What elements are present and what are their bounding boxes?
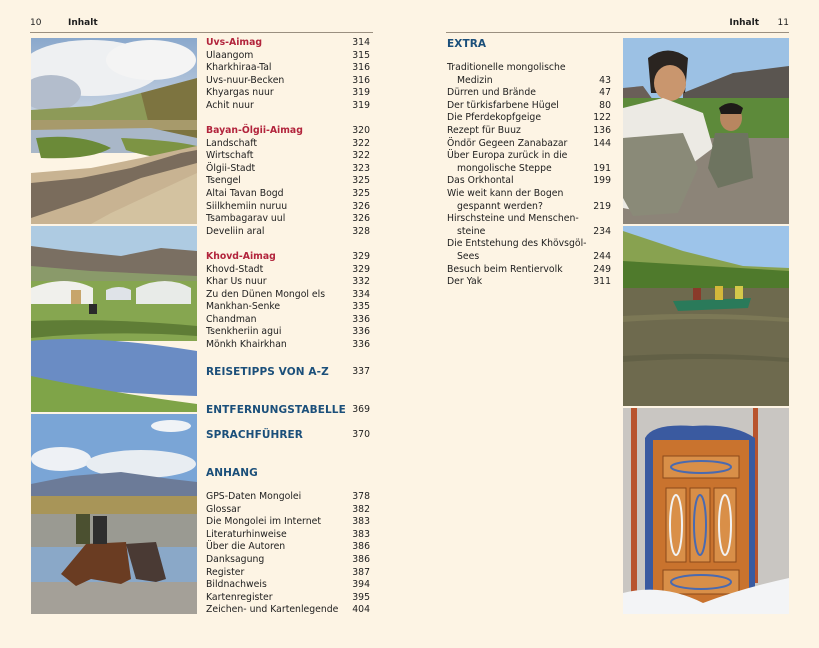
page-number: 387 [352,566,370,578]
section-title: REISETIPPS VON A-Z [206,366,329,378]
toc-entry[interactable] [206,150,370,163]
toc-entry[interactable] [206,188,370,201]
painted-yurt-door-photo [623,408,789,614]
toc-entry[interactable] [447,87,611,100]
section-title: ENTFERNUNGSTABELLE [206,404,346,416]
page-number: 325 [352,188,370,200]
toc-region-row[interactable] [206,251,370,264]
region-title: Bayan-Ölgii-Aimag [206,125,303,137]
spacer [206,238,370,251]
page-number: 326 [352,213,370,225]
toc-entry[interactable] [206,579,370,592]
right-header-title: Inhalt [729,18,759,28]
entry-label: Das Orkhontal [447,175,514,187]
toc-entry[interactable] [206,226,370,239]
entry-label-line1: Die Entstehung des Khövsgöl- [447,238,587,250]
page-number: 332 [352,276,370,288]
page-number: 336 [352,313,370,325]
page-number: 314 [352,37,370,48]
entry-label: Dürren und Brände [447,87,536,99]
toc-entry[interactable] [206,100,370,113]
toc-entry[interactable] [206,62,370,75]
toc-entry[interactable] [447,138,611,151]
page-number: 199 [593,175,611,187]
toc-entry[interactable] [206,567,370,580]
extra-section-title: EXTRA [447,38,487,50]
anhang-list [206,491,370,617]
horse-riders-river-photo [31,414,197,614]
extra-list [447,62,611,289]
left-toc [206,37,370,352]
toc-section-sprachfuehrer[interactable] [206,429,370,441]
entry-label: Wirtschaft [206,150,254,162]
page-number: 322 [352,137,370,149]
left-header-title: Inhalt [68,18,98,28]
yurt-camp-stream-photo [31,226,197,412]
page-number: 337 [352,366,370,377]
entry-label-line2: Sees [457,250,480,262]
entry-label: GPS-Daten Mongolei [206,491,302,502]
page-number: 334 [352,288,370,300]
entry-label: Tsambagarav uul [206,213,286,225]
left-header-rule [30,32,373,33]
entry-label-line2: steine [457,225,486,237]
section-title: SPRACHFÜHRER [206,429,303,441]
entry-label: Rezept für Buuz [447,124,521,136]
page-number: 383 [352,516,370,528]
toc-entry[interactable] [447,112,611,125]
toc-entry[interactable] [206,541,370,554]
toc-entry[interactable] [447,213,611,238]
entry-label: Register [206,566,245,578]
toc-entry[interactable] [447,238,611,263]
page-number: 378 [352,491,370,502]
page-number: 336 [352,326,370,338]
page-number: 249 [593,263,611,275]
toc-entry[interactable] [447,264,611,277]
entry-label-line1: Hirschsteine und Menschen- [447,213,579,225]
page-number: 144 [593,137,611,149]
entry-label-line1: Traditionelle mongolische [447,62,566,73]
entry-label: Uvs-nuur-Becken [206,74,285,86]
entry-label: Chandman [206,313,257,325]
page-number: 386 [352,541,370,553]
page-number: 319 [352,99,370,111]
entry-label: Khar Us nuur [206,276,267,288]
entry-label: Bildnachweis [206,579,267,591]
entry-label: Zeichen- und Kartenlegende [206,604,339,616]
toc-entry[interactable] [206,516,370,529]
entry-label: Achit nuur [206,99,254,111]
toc-entry[interactable] [206,163,370,176]
toc-entry[interactable] [447,100,611,113]
spacer [206,113,370,126]
entry-label: Über die Autoren [206,541,286,553]
toc-entry[interactable] [206,289,370,302]
toc-entry[interactable] [206,175,370,188]
page-number: 319 [352,87,370,99]
page-number: 311 [593,276,611,288]
toc-region-row[interactable] [206,125,370,138]
page-number: 335 [352,301,370,313]
toc-entry[interactable] [447,188,611,213]
entry-label-line2: gespannt werden? [457,200,543,212]
page-number: 316 [352,62,370,74]
page-number: 315 [352,49,370,61]
canoe-river-photo [623,226,789,406]
entry-label-line2: Medizin [457,74,493,86]
page-number: 336 [352,339,370,351]
entry-label: Ulaangom [206,49,254,61]
right-page-number: 11 [777,18,789,28]
right-header-rule [446,32,789,33]
toc-entry[interactable] [206,326,370,339]
page-number: 43 [599,74,611,86]
section-title: ANHANG [206,467,258,479]
page-number: 382 [352,503,370,515]
entry-label: Siilkhemiin nuruu [206,200,288,212]
toc-entry[interactable] [206,504,370,517]
entry-label-line1: Wie weit kann der Bogen [447,187,564,199]
left-page-number: 10 [30,18,42,28]
entry-label: Develiin aral [206,225,265,237]
page-number: 329 [352,250,370,262]
page-number: 136 [593,124,611,136]
entry-label: Der türkisfarbene Hügel [447,99,559,111]
toc-section-entfernungstabelle[interactable] [206,404,370,416]
entry-label: Landschaft [206,137,257,149]
page-number: 386 [352,553,370,565]
entry-label: Danksagung [206,553,265,565]
page-number: 191 [593,162,611,174]
page-number: 325 [352,175,370,187]
page-number: 320 [352,125,370,137]
toc-entry[interactable] [206,138,370,151]
toc-entry[interactable] [447,175,611,188]
toc-section-reisetipps[interactable] [206,366,370,378]
toc-entry[interactable] [206,213,370,226]
toc-entry[interactable] [447,150,611,175]
page-number: 244 [593,250,611,262]
entry-label: Die Pferdekopfgeige [447,112,542,124]
entry-label: Tsengel [206,175,241,187]
toc-entry[interactable] [206,554,370,567]
page-number: 219 [593,200,611,212]
entry-label: Ölgii-Stadt [206,162,256,174]
entry-label: Glossar [206,503,241,515]
entry-label: Mankhan-Senke [206,301,281,313]
toc-entry[interactable] [206,75,370,88]
region-title: Uvs-Aimag [206,37,262,48]
toc-entry[interactable] [206,264,370,277]
entry-label: Kartenregister [206,591,273,603]
toc-entry[interactable] [206,276,370,289]
toc-entry[interactable] [206,529,370,542]
page-number: 80 [599,99,611,111]
toc-entry[interactable] [206,592,370,605]
page-number: 383 [352,528,370,540]
entry-label: Öndör Gegeen Zanabazar [447,137,568,149]
page-number: 370 [352,429,370,440]
entry-label: Khovd-Stadt [206,263,264,275]
entry-label: Tsenkheriin agui [206,326,282,338]
toc-entry[interactable] [206,301,370,314]
toc-section-anhang[interactable] [206,467,370,479]
page-number: 394 [352,579,370,591]
toc-entry[interactable] [206,491,370,504]
entry-label: Altai Tavan Bogd [206,188,284,200]
toc-region-row[interactable] [206,37,370,50]
right-page-header [446,18,789,32]
entry-label: Besuch beim Rentiervolk [447,263,563,275]
entry-label: Der Yak [447,276,483,288]
toc-entry[interactable] [447,276,611,289]
toc-entry[interactable] [206,50,370,63]
page-number: 328 [352,225,370,237]
entry-label-line1: Über Europa zurück in die [447,150,568,162]
entry-label: Die Mongolei im Internet [206,516,321,528]
page-number: 395 [352,591,370,603]
page-number: 322 [352,150,370,162]
page-number: 329 [352,263,370,275]
toc-entry[interactable] [447,125,611,138]
toc-entry[interactable] [206,604,370,617]
page-number: 316 [352,74,370,86]
page-number: 404 [352,604,370,616]
entry-label: Mönkh Khairkhan [206,339,287,351]
page-number: 47 [599,87,611,99]
page-number: 122 [593,112,611,124]
toc-entry[interactable] [447,62,611,87]
region-title: Khovd-Aimag [206,250,276,262]
page-number: 326 [352,200,370,212]
entry-label: Zu den Dünen Mongol els [206,288,326,300]
entry-label-line2: mongolische Steppe [457,162,552,174]
page-number: 234 [593,225,611,237]
toc-entry[interactable] [206,339,370,352]
steppe-river-road-photo [31,38,197,224]
toc-entry[interactable] [206,201,370,214]
toc-entry[interactable] [206,314,370,327]
two-boys-steppe-photo [623,38,789,224]
page-number: 369 [352,404,370,415]
entry-label: Khyargas nuur [206,87,274,99]
page-number: 323 [352,162,370,174]
left-page-header [30,18,374,32]
toc-entry[interactable] [206,87,370,100]
entry-label: Literaturhinweise [206,528,287,540]
entry-label: Kharkhiraa-Tal [206,62,272,74]
